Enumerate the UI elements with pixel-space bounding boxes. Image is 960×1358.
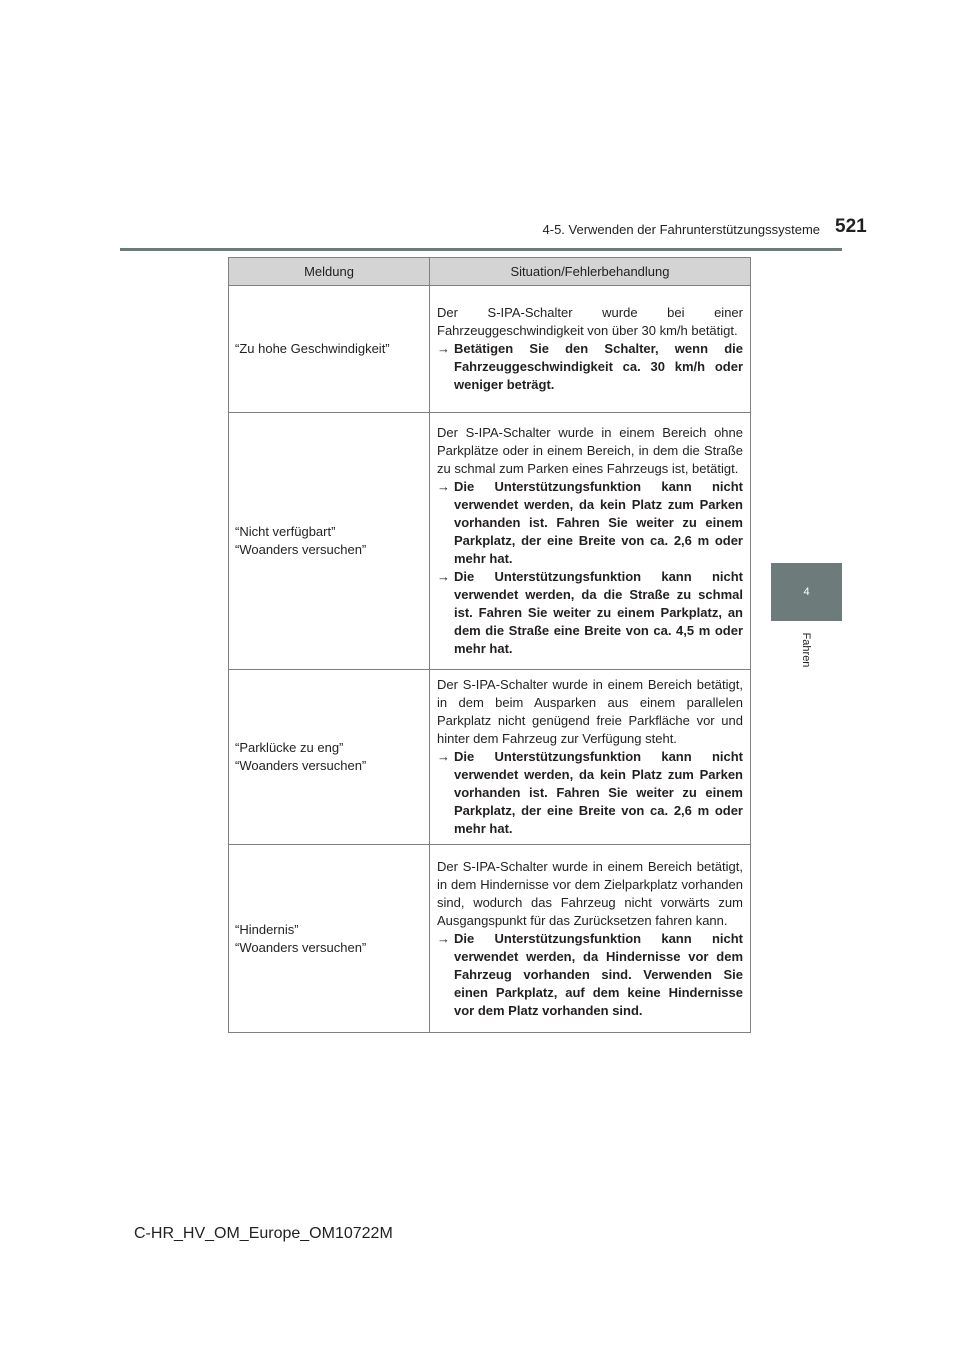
table-row <box>229 670 751 845</box>
situation-text: Der S-IPA-Schalter wurde bei einer Fahrzeuggeschwindigkeit von über 30 km/h betätigt. <box>437 305 743 338</box>
action-text: Die Unterstützungsfunktion kann nicht verwendet werden, da kein Platz zum Parken vorhanden ist. Fahren Sie weiter zu einem Parkplatz, der eine Breite von ca. 2,6 m oder mehr hat. <box>454 749 743 836</box>
action-item <box>437 478 743 568</box>
message-text: “Nicht verfügbart” <box>235 524 336 539</box>
right-arrow-icon: → <box>437 569 450 584</box>
message-text: “Woanders versuchen” <box>235 939 367 955</box>
page-number: 521 <box>835 216 867 237</box>
message-text: “Zu hohe Geschwindigkeit” <box>235 341 390 356</box>
action-text: Die Unterstützungsfunktion kann nicht verwendet werden, da Hindernisse vor dem Fahrzeug vorhanden sind. Verwenden Sie einen Parkplatz, auf dem keine Hindernisse vor dem Platz vorhanden sind. <box>454 930 743 1018</box>
table-row <box>229 413 751 670</box>
table-row <box>229 845 751 1033</box>
right-arrow-icon: → <box>437 930 450 946</box>
message-cell <box>229 286 430 413</box>
situation-cell <box>430 413 751 670</box>
message-text: “Woanders versuchen” <box>235 758 367 773</box>
column-header-meldung: Meldung <box>229 258 430 286</box>
table-row <box>229 286 751 413</box>
right-arrow-icon: → <box>437 341 450 356</box>
message-cell <box>229 670 430 845</box>
situation-cell <box>430 845 751 1033</box>
chapter-number: 4 <box>803 586 810 598</box>
action-text: Die Unterstützungsfunktion kann nicht verwendet werden, da die Straße zu schmal ist. Fahren Sie weiter zu einem Parkplatz, an dem die Straße eine Breite von ca. 4,5 m oder mehr hat. <box>454 569 743 656</box>
situation-cell <box>430 286 751 413</box>
message-text: “Parklücke zu eng” <box>235 740 344 755</box>
section-title: 4-5. Verwenden der Fahrunterstützungssysteme <box>542 222 820 237</box>
message-cell <box>229 845 430 1033</box>
action-item <box>437 340 743 394</box>
right-arrow-icon: → <box>437 749 450 764</box>
situation-cell <box>430 670 751 845</box>
chapter-name: Fahren <box>800 632 812 668</box>
message-cell <box>229 413 430 670</box>
situation-text: Der S-IPA-Schalter wurde in einem Bereich ohne Parkplätze oder in einem Bereich, in dem die Straße zu schmal zum Parken eines Fahrzeugs ist, betätigt. <box>437 425 743 476</box>
right-arrow-icon: → <box>437 479 450 494</box>
document-id: C-HR_HV_OM_Europe_OM10722M <box>134 1225 393 1242</box>
action-text: Betätigen Sie den Schalter, wenn die Fahrzeuggeschwindigkeit ca. 30 km/h oder weniger beträgt. <box>454 341 743 392</box>
situation-text: Der S-IPA-Schalter wurde in einem Bereich betätigt, in dem Hindernisse vor dem Zielparkplatz vorhanden sind, wodurch das Fahrzeug nicht vorwärts zum Ausgangspunkt für das Zurücksetzen fahren kann. <box>437 858 743 928</box>
situation-text: Der S-IPA-Schalter wurde in einem Bereich betätigt, in dem beim Ausparken aus einem parallelen Parkplatz nicht genügend freie Parkfläche vor und hinter dem Fahrzeug zur Verfügung steht. <box>437 677 743 746</box>
chapter-label <box>796 625 816 675</box>
page-header <box>120 214 867 251</box>
action-text: Die Unterstützungsfunktion kann nicht verwendet werden, da kein Platz zum Parken vorhanden ist. Fahren Sie weiter zu einem Parkplatz, der eine Breite von ca. 2,6 m oder mehr hat. <box>454 479 743 566</box>
message-table <box>228 257 751 1033</box>
action-item <box>437 930 743 1020</box>
column-header-situation: Situation/Fehlerbehandlung <box>430 258 751 286</box>
message-text: “Woanders versuchen” <box>235 542 367 557</box>
message-text: “Hindernis” <box>235 921 299 937</box>
action-item <box>437 568 743 658</box>
table-header-row <box>229 258 751 286</box>
action-item <box>437 748 743 838</box>
chapter-tab <box>771 563 842 621</box>
